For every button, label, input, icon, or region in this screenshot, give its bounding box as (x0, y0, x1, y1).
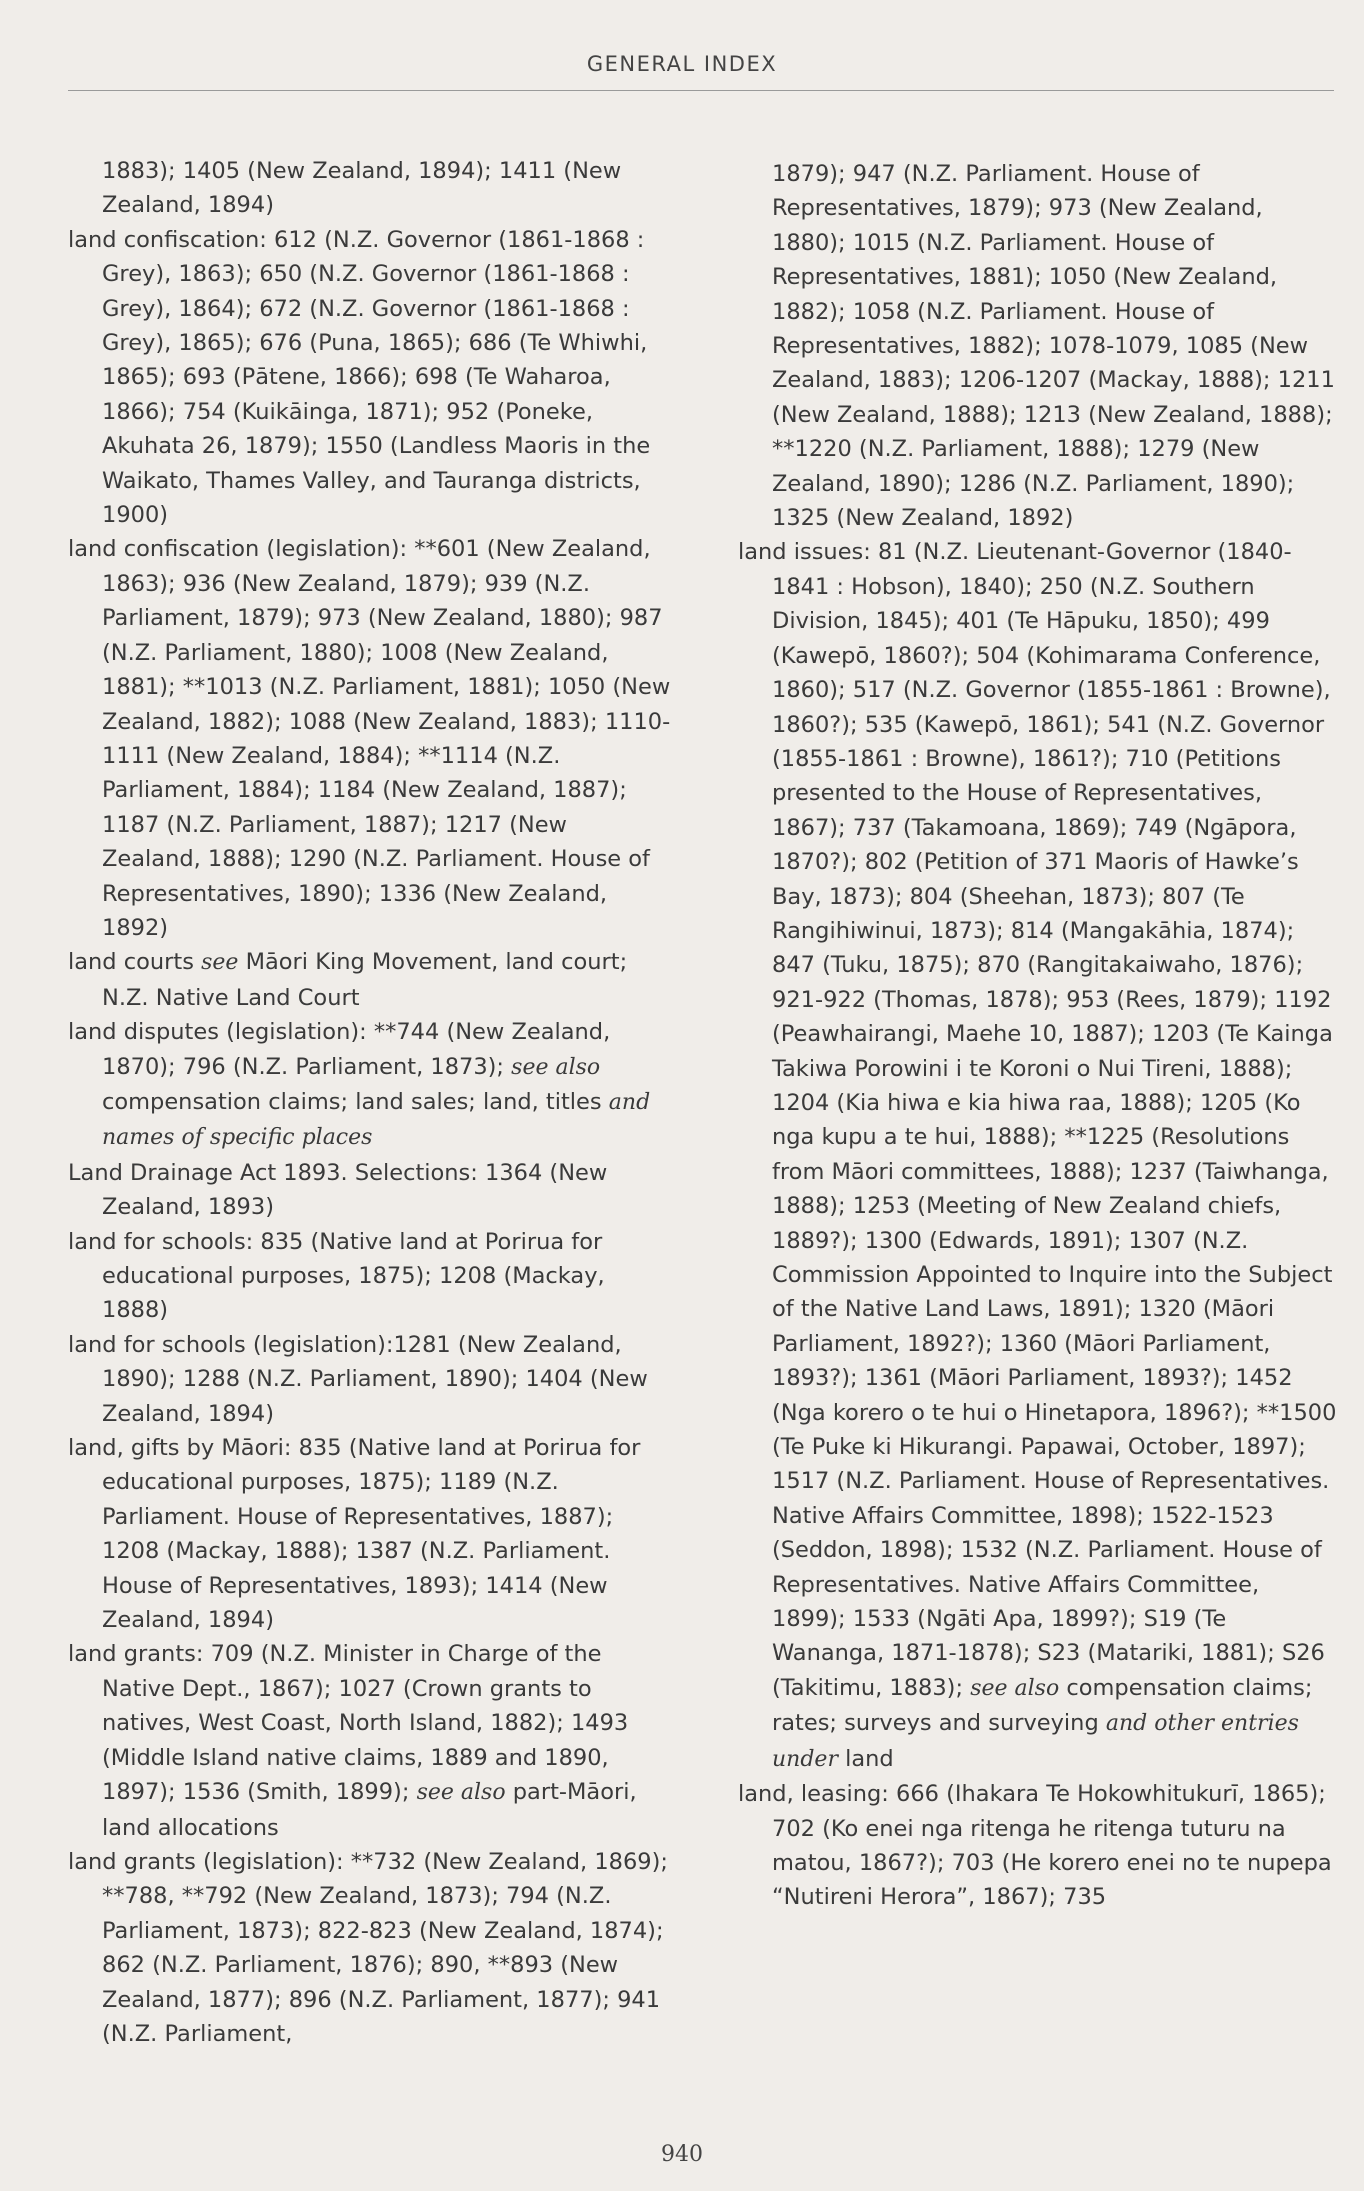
index-entry (738, 535, 1338, 1777)
index-text: land, gifts by Māori: 835 (Native land at Porirua for educational purposes, 1875); 1189 (N.Z. Parliament. House of Representatives, 1887); 1208 (Mackay, 1888); 1387 (N.Z. Parliament. House of Representatives, 1893); 1414 (New Zealand, 1894) (68, 1435, 641, 1634)
index-entry-continued (68, 154, 672, 223)
index-text: land courts (68, 949, 202, 976)
index-text: Land Drainage Act 1893. Selections: 1364 (New Zealand, 1893) (68, 1159, 608, 1221)
index-entry (738, 1777, 1338, 1915)
page-number: 940 (661, 2142, 703, 2167)
index-text: land (837, 1745, 894, 1772)
index-text: land for schools (legislation):1281 (New Zealand, 1890); 1288 (N.Z. Parliament, 1890); 1404 (New Zealand, 1894) (68, 1331, 648, 1427)
index-text: land confiscation (legislation): **601 (New Zealand, 1863); 936 (New Zealand, 1879); 939 (N.Z. Parliament, 1879); 973 (New Zealand, 1880); 987 (N.Z. Parliament, 1880); 1008 (New Zealand, 1881); **1013 (N.Z. Parliament, 1881); 1050 (New Zealand, 1882); 1088 (New Zealand, 1883); 1110-1111 (New Zealand, 1884); **1114 (N.Z. Parliament, 1884); 1184 (New Zealand, 1887); 1187 (N.Z. Parliament, 1887); 1217 (New Zealand, 1888); 1290 (N.Z. Parliament. House of Representatives, 1890); 1336 (New Zealand, 1892) (68, 536, 671, 941)
header-rule (68, 90, 1334, 91)
index-text: 1879); 947 (N.Z. Parliament. House of Representatives, 1879); 973 (New Zealand, 1880); 1015 (N.Z. Parliament. House of Representatives, 1881); 1050 (New Zealand, 1882); 1058 (N.Z. Parliament. House of Representatives, 1882); 1078-1079, 1085 (New Zealand, 1883); 1206-1207 (Mackay, 1888); 1211 (New Zealand, 1888); 1213 (New Zealand, 1888); **1220 (N.Z. Parliament, 1888); 1279 (New Zealand, 1890); 1286 (N.Z. Parliament, 1890); 1325 (New Zealand, 1892) (772, 161, 1335, 532)
index-text: compensation claims; land sales; land, titles (102, 1088, 609, 1115)
index-column-left (68, 154, 672, 2051)
index-entry (68, 1637, 672, 1844)
index-text: 1883); 1405 (New Zealand, 1894); 1411 (New Zealand, 1894) (102, 158, 622, 219)
index-entry (68, 945, 672, 1015)
index-text: land issues: 81 (N.Z. Lieutenant-Governor (1840-1841 : Hobson), 1840); 250 (N.Z. Southern Division, 1845); 401 (Te Hāpuku, 1850); 499 (Kawepō, 1860?); 504 (Kohimarama Conference, 1860); 517 (N.Z. Governor (1855-1861 : Browne), 1860?); 535 (Kawepō, 1861); 541 (N.Z. Governor (1855-1861 : Browne), 1861?); 710 (Petitions presented to the House of Representatives, 1867); 737 (Takamoana, 1869); 749 (Ngāpora, 1870?); 802 (Petition of 371 Maoris of Hawke’s Bay, 1873); 804 (Sheehan, 1873); 807 (Te Rangihiwinui, 1873); 814 (Mangakāhia, 1874); 847 (Tuku, 1875); 870 (Rangitakaiwaho, 1876); 921-922 (Thomas, 1878); 953 (Rees, 1879); 1192 (Peawhairangi, Maehe 10, 1887); 1203 (Te Kainga Takiwa Porowini i te Koroni o Nui Tireni, 1888); 1204 (Kia hiwa e kia hiwa raa, 1888); 1205 (Ko nga kupu a te hui, 1888); **1225 (Resolutions from Māori committees, 1888); 1237 (Taiwhanga, 1888); 1253 (Meeting of New Zealand chiefs, 1889?); 1300 (Edwards, 1891); 1307 (N.Z. Commission Appointed to Inquire into the Subject of the Native Land Laws, 1891); 1320 (Māori Parliament, 1892?); 1360 (Māori Parliament, 1893?); 1361 (Māori Parliament, 1893?); 1452 (Nga korero o te hui o Hinetapora, 1896?); **1500 (Te Puke ki Hikurangi. Papawai, October, 1897); 1517 (N.Z. Parliament. House of Representatives. Native Affairs Committee, 1898); 1522-1523 (Seddon, 1898); 1532 (N.Z. Parliament. House of Representatives. Native Affairs Committee, 1899); 1533 (Ngāti Apa, 1899?); S19 (Te Wananga, 1871-1878); S23 (Matariki, 1881); S26 (Takitimu, 1883); (738, 539, 1337, 1701)
index-cross-reference: and names of specific places (102, 1089, 651, 1151)
index-entry (68, 1156, 672, 1225)
index-entry (68, 532, 672, 945)
index-text: part-Māori, land allocations (102, 1779, 637, 1841)
index-cross-reference: see also (511, 1054, 601, 1080)
index-text: land, leasing: 666 (Ihakara Te Hokowhitukurī, 1865); 702 (Ko enei nga ritenga he ritenga tuturu na matou, 1867?); 703 (He korero enei no te nupepa “Nutireni Herora”, 1867); 735 (738, 1781, 1332, 1911)
index-entry (68, 1328, 672, 1431)
index-text: Māori King Movement, land court; N.Z. Native Land Court (102, 949, 628, 1011)
index-entry (68, 1015, 672, 1156)
index-cross-reference: see (201, 950, 239, 976)
index-entry (68, 1225, 672, 1328)
index-entry (68, 223, 672, 533)
index-cross-reference: see also (970, 1675, 1060, 1701)
index-text: land grants: 709 (N.Z. Minister in Charge of the Native Dept., 1867); 1027 (Crown grants to natives, West Coast, North Island, 1882); 1493 (Middle Island native claims, 1889 and 1890, 1897); 1536 (Smith, 1899); (68, 1641, 629, 1806)
index-text: land for schools: 835 (Native land at Porirua for educational purposes, 1875); 1208 (Mackay, 1888) (68, 1228, 605, 1324)
running-header: GENERAL INDEX (586, 52, 778, 76)
index-cross-reference: see also (416, 1780, 506, 1806)
index-text: land grants (legislation): **732 (New Zealand, 1869); **788, **792 (New Zealand, 1873); 794 (N.Z. Parliament, 1873); 822-823 (New Zealand, 1874); 862 (N.Z. Parliament, 1876); 890, **893 (New Zealand, 1877); 896 (N.Z. Parliament, 1877); 941 (N.Z. Parliament, (68, 1848, 668, 2047)
index-entry-continued (738, 157, 1338, 535)
index-entry (68, 1845, 672, 2051)
index-cross-reference: and other entries under (772, 1711, 1299, 1772)
index-text: land confiscation: 612 (N.Z. Governor (1861-1868 : Grey), 1863); 650 (N.Z. Governor (1861-1868 : Grey), 1864); 672 (N.Z. Governor (1861-1868 : Grey), 1865); 676 (Puna, 1865); 686 (Te Whiwhi, 1865); 693 (Pātene, 1866); 698 (Te Waharoa, 1866); 754 (Kuikāinga, 1871); 952 (Poneke, Akuhata 26, 1879); 1550 (Landless Maoris in the Waikato, Thames Valley, and Tauranga districts, 1900) (68, 226, 651, 529)
index-text: land disputes (legislation): **744 (New Zealand, 1870); 796 (N.Z. Parliament, 1873); (68, 1019, 611, 1080)
index-text: compensation claims; rates; surveys and surveying (772, 1674, 1313, 1737)
index-column-right (738, 157, 1338, 1915)
index-entry (68, 1431, 672, 1637)
